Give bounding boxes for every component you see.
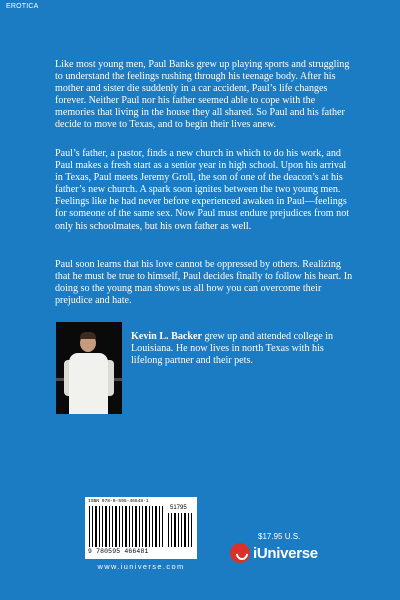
blurb-paragraph-1: Like most young men, Paul Banks grew up playing sports and struggling to understand the feelings rushing through his teenage body. After his mother and sister die suddenly in a car accident, Paul’s life changes forever. Neither Paul nor his father seemed able to cope with the memories that living in the house they all shared. So Paul and his father decide to move to Texas, and to begin their lives anew.: [55, 59, 350, 131]
author-bio-text: grew up and attended college in Louisiana. He now lives in north Texas with his lifelong partner and their pets.: [131, 331, 334, 367]
genre-label: EROTICA: [6, 3, 39, 10]
publisher-logo: [230, 543, 318, 563]
blurb-paragraph-2: Paul’s father, a pastor, finds a new church in which to do his work, and Paul makes a fresh start as a senior year in high school. Upon his arrival in Texas, Paul meets Jeremy Groll, the son of one of the deacon’s at his father’s new church. A spark soon ignites between the two young men. Feelings like he had never before experienced awaken in Paul—feelings for someone of the same sex. Now Paul must endure prejudices from not only his schoolmates, but his own father as well.: [55, 148, 350, 232]
barcode: [85, 497, 197, 559]
price-code-bars: [168, 513, 194, 547]
price-label: $17.95 U.S.: [258, 532, 301, 541]
barcode-digits: 9 780595 466481: [88, 548, 149, 555]
author-photo: [56, 322, 122, 414]
author-bio: [131, 331, 353, 368]
iuniverse-logo-icon: [230, 543, 250, 563]
barcode-bars: [89, 506, 164, 547]
author-name: Kevin L. Backer: [131, 331, 202, 342]
price-code: 51795: [170, 505, 187, 511]
blurb-paragraph-3: Paul soon learns that his love cannot be oppressed by others. Realizing that he must be true to himself, Paul decides finally to follow his heart. In doing so the young man shows us all how you can overcome their prejudice and hate.: [55, 259, 353, 307]
website-url: www.iuniverse.com: [97, 562, 185, 571]
publisher-name: iUniverse: [253, 544, 318, 562]
isbn-label: ISBN 978-0-595-46648-1: [88, 499, 149, 504]
